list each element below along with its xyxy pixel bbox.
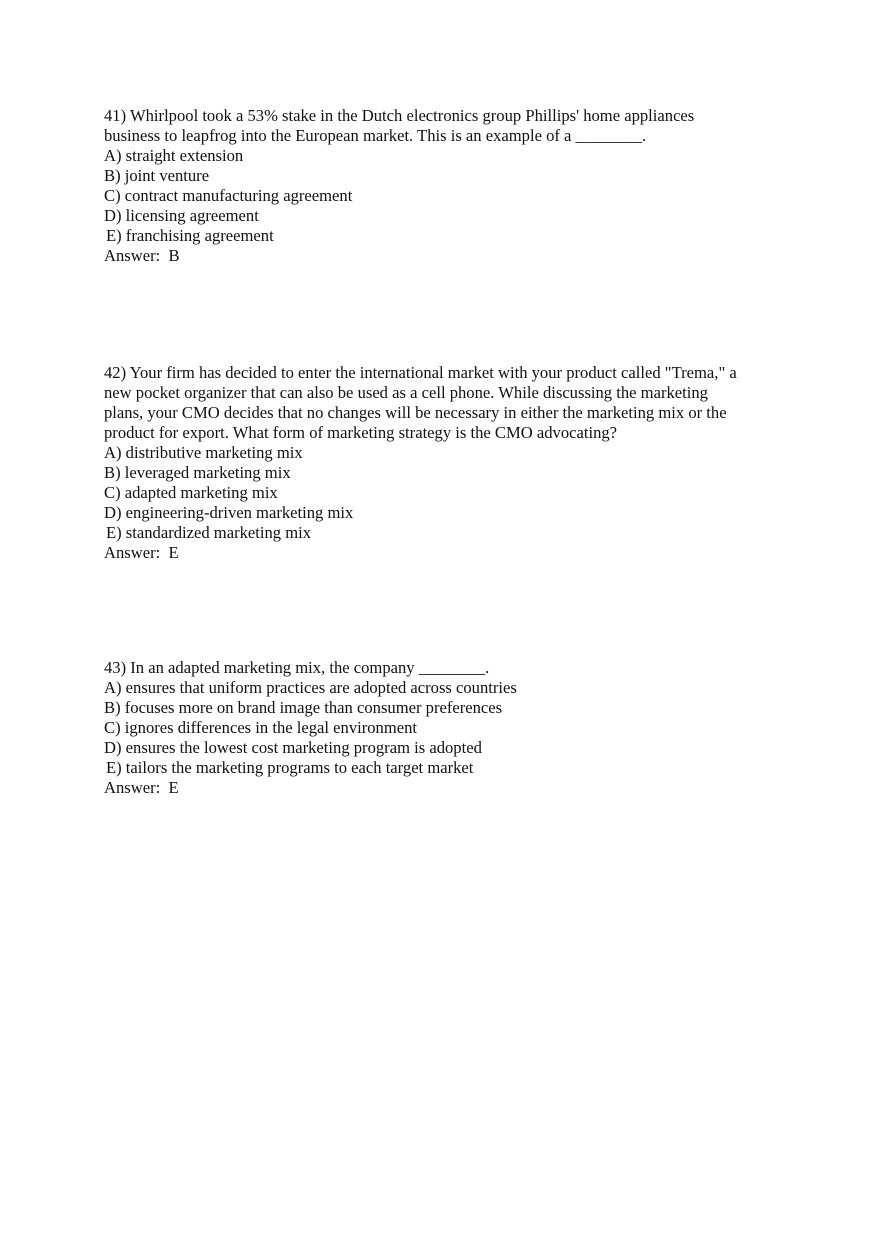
question-stem-line: product for export. What form of marketing strategy is the CMO advocating?: [104, 423, 618, 442]
answer-line: Answer: E: [104, 778, 179, 797]
question-stem-line: new pocket organizer that can also be used as a cell phone. While discussing the marketing: [104, 383, 708, 402]
option-a: A) distributive marketing mix: [104, 443, 303, 462]
option-d: D) engineering-driven marketing mix: [104, 503, 354, 522]
answer-line: Answer: B: [104, 246, 180, 265]
question-41: [104, 106, 784, 266]
option-b: B) leveraged marketing mix: [104, 463, 291, 482]
question-43: [104, 658, 784, 798]
option-a: A) straight extension: [104, 146, 244, 165]
option-e: E) franchising agreement: [106, 226, 274, 245]
option-a: A) ensures that uniform practices are adopted across countries: [104, 678, 517, 697]
question-42: [104, 363, 784, 563]
option-d: D) ensures the lowest cost marketing program is adopted: [104, 738, 482, 757]
question-stem-line: plans, your CMO decides that no changes will be necessary in either the marketing mix or the: [104, 403, 727, 422]
option-c: C) adapted marketing mix: [104, 483, 278, 502]
option-b: B) joint venture: [104, 166, 210, 185]
answer-line: Answer: E: [104, 543, 179, 562]
option-b: B) focuses more on brand image than consumer preferences: [104, 698, 503, 717]
option-c: C) contract manufacturing agreement: [104, 186, 353, 205]
option-d: D) licensing agreement: [104, 206, 259, 225]
question-stem-line: 42) Your firm has decided to enter the international market with your product called "Trema," a: [104, 363, 737, 382]
question-stem-line: business to leapfrog into the European market. This is an example of a ________.: [104, 126, 647, 145]
option-c: C) ignores differences in the legal environment: [104, 718, 418, 737]
option-e: E) standardized marketing mix: [106, 523, 312, 542]
question-stem-line: 43) In an adapted marketing mix, the company ________.: [104, 658, 490, 677]
question-stem-line: 41) Whirlpool took a 53% stake in the Dutch electronics group Phillips' home appliances: [104, 106, 695, 125]
option-e: E) tailors the marketing programs to each target market: [106, 758, 474, 777]
